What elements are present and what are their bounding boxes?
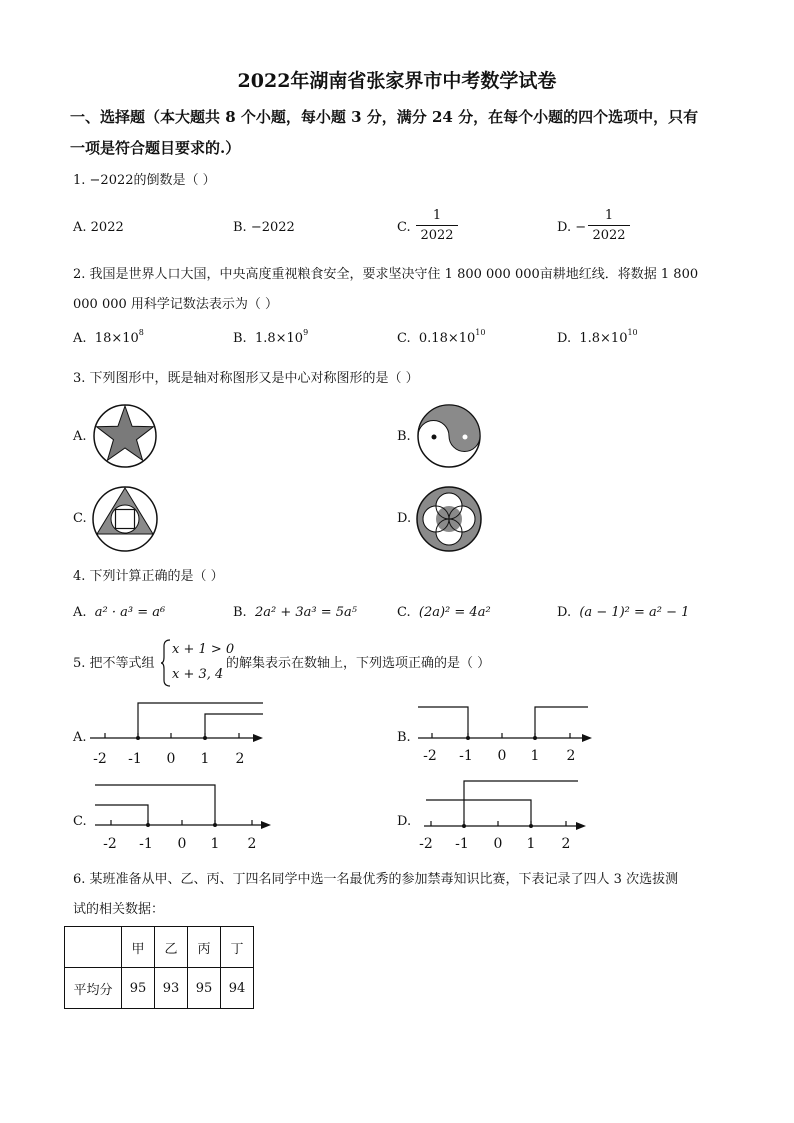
fraction-denominator: 2022: [588, 225, 630, 242]
table-cell: 95: [188, 968, 221, 1009]
tick-label: 1: [530, 748, 540, 764]
q5-stem-prefix: 5. 把不等式组: [73, 656, 155, 671]
tick-label: -2: [103, 836, 117, 852]
tick-label: 2: [561, 836, 571, 852]
q5-stem-suffix: 的解集表示在数轴上，下列选项正确的是（ ）: [226, 656, 491, 671]
option-label: C.: [397, 605, 411, 620]
q2-option-b: [233, 328, 309, 346]
q1-option-d-label: D. −: [557, 220, 587, 235]
q4-option-b: [233, 606, 357, 619]
q3-stem: 3. 下列图形中，既是轴对称图形又是中心对称图形的是（ ）: [73, 371, 419, 386]
q5-option-a-label: A.: [73, 730, 87, 745]
tick-label: 2: [566, 748, 576, 764]
triangle-square-circle-figure: [90, 484, 162, 554]
option-label: D.: [557, 605, 572, 620]
option-expression: a² · a³ = a⁶: [94, 605, 166, 620]
q1-option-b: B. −2022: [233, 220, 295, 235]
q3-option-b-label: B.: [397, 429, 411, 444]
q5-inequality-1: x + 1 > 0: [172, 642, 235, 657]
q3-option-d-label: D.: [397, 511, 412, 526]
table-header-cell: 甲: [122, 927, 155, 968]
option-label: C.: [397, 331, 411, 346]
option-expression: (a − 1)² = a² − 1: [579, 605, 690, 620]
table-cell: 95: [122, 968, 155, 1009]
number-line-d: [414, 776, 599, 852]
q4-option-c: [397, 606, 491, 619]
q3-option-c-label: C.: [73, 511, 87, 526]
option-exponent: 9: [303, 328, 309, 337]
option-label: A.: [73, 605, 87, 620]
table-header-cell: 丁: [221, 927, 254, 968]
table-header-row: [65, 927, 254, 968]
q1-option-a: A. 2022: [73, 220, 124, 235]
option-base: 18×10: [94, 331, 139, 346]
option-label: B.: [233, 605, 247, 620]
fraction-denominator: 2022: [416, 225, 458, 242]
tick-label: 1: [210, 836, 220, 852]
q2-stem-line2: 000 000 用科学记数法表示为（ ）: [73, 297, 279, 312]
q5-option-d-label: D.: [397, 814, 412, 829]
number-line-b: [410, 698, 600, 770]
tick-label: 2: [235, 751, 245, 767]
tick-label: 0: [166, 751, 176, 767]
table-header-cell: 丙: [188, 927, 221, 968]
section-heading-line2: 一项是符合题目要求的.）: [70, 139, 241, 157]
table-cell: 94: [221, 968, 254, 1009]
tick-label: -1: [128, 751, 142, 767]
tick-label: -1: [459, 748, 473, 764]
fraction-numerator: 1: [432, 208, 442, 223]
option-base: 1.8×10: [254, 331, 304, 346]
number-line-a: [85, 698, 270, 770]
option-exponent: 8: [138, 328, 144, 337]
q4-option-d: [557, 606, 689, 619]
tick-label: 2: [247, 836, 257, 852]
fraction-numerator: 1: [604, 208, 614, 223]
score-table: [64, 926, 254, 1009]
tick-label: -2: [419, 836, 433, 852]
q4-stem: 4. 下列计算正确的是（ ）: [73, 569, 224, 584]
q1-option-d-fraction: [588, 209, 630, 242]
q5-inequality-2: x + 3, 4: [172, 667, 224, 682]
tick-label: 0: [493, 836, 503, 852]
q2-option-c: [397, 328, 486, 346]
option-exponent: 10: [627, 328, 638, 337]
tick-label: -1: [455, 836, 469, 852]
table-header-cell: 乙: [155, 927, 188, 968]
number-line-c: [90, 780, 275, 852]
tick-label: 0: [177, 836, 187, 852]
q1-option-c-fraction: [416, 209, 458, 242]
tick-label: 0: [497, 748, 507, 764]
tick-label: -1: [139, 836, 153, 852]
q6-stem-line2: 试的相关数据：: [73, 902, 165, 917]
option-base: 0.18×10: [418, 331, 476, 346]
section-heading-line1: 一、选择题（本大题共 8 个小题，每小题 3 分，满分 24 分，在每个小题的四个选项中，只有: [70, 108, 699, 126]
q6-stem-line1: 6. 某班准备从甲、乙、丙、丁四名同学中选一名最优秀的参加禁毒知识比赛，下表记录了四人 3 次选拔测: [73, 872, 679, 887]
tick-label: -2: [423, 748, 437, 764]
star-in-circle-figure: [90, 403, 162, 471]
option-base: 1.8×10: [579, 331, 628, 346]
table-cell: 93: [155, 968, 188, 1009]
option-exponent: 10: [475, 328, 486, 337]
tick-label: -2: [93, 751, 107, 767]
table-row: [65, 968, 254, 1009]
q5-option-c-label: C.: [73, 814, 87, 829]
left-brace-icon: [160, 638, 172, 688]
table-header-cell: [65, 927, 122, 968]
q3-option-a-label: A.: [73, 429, 87, 444]
option-label: A.: [73, 331, 87, 346]
table-cell: 平均分: [65, 968, 122, 1009]
q2-option-d: [557, 328, 638, 346]
four-petal-figure: [414, 484, 484, 554]
q2-option-a: [73, 328, 144, 346]
page-title: 2022年湖南省张家界市中考数学试卷: [237, 70, 557, 92]
option-expression: 2a² + 3a³ = 5a⁵: [254, 605, 357, 620]
option-label: B.: [233, 331, 247, 346]
option-expression: (2a)² = 4a²: [418, 605, 491, 620]
q1-option-c-label: C.: [397, 220, 411, 235]
q4-option-a: [73, 606, 165, 619]
tick-label: 1: [200, 751, 210, 767]
taiji-figure: [414, 402, 484, 470]
q1-stem: 1. −2022的倒数是（ ）: [73, 173, 216, 188]
tick-label: 1: [526, 836, 536, 852]
q5-option-b-label: B.: [397, 730, 411, 745]
q2-stem-line1: 2. 我国是世界人口大国，中央高度重视粮食安全，要求坚决守住 1 800 000 000亩耕地红线．将数据 1 800: [73, 267, 699, 282]
option-label: D.: [557, 331, 572, 346]
